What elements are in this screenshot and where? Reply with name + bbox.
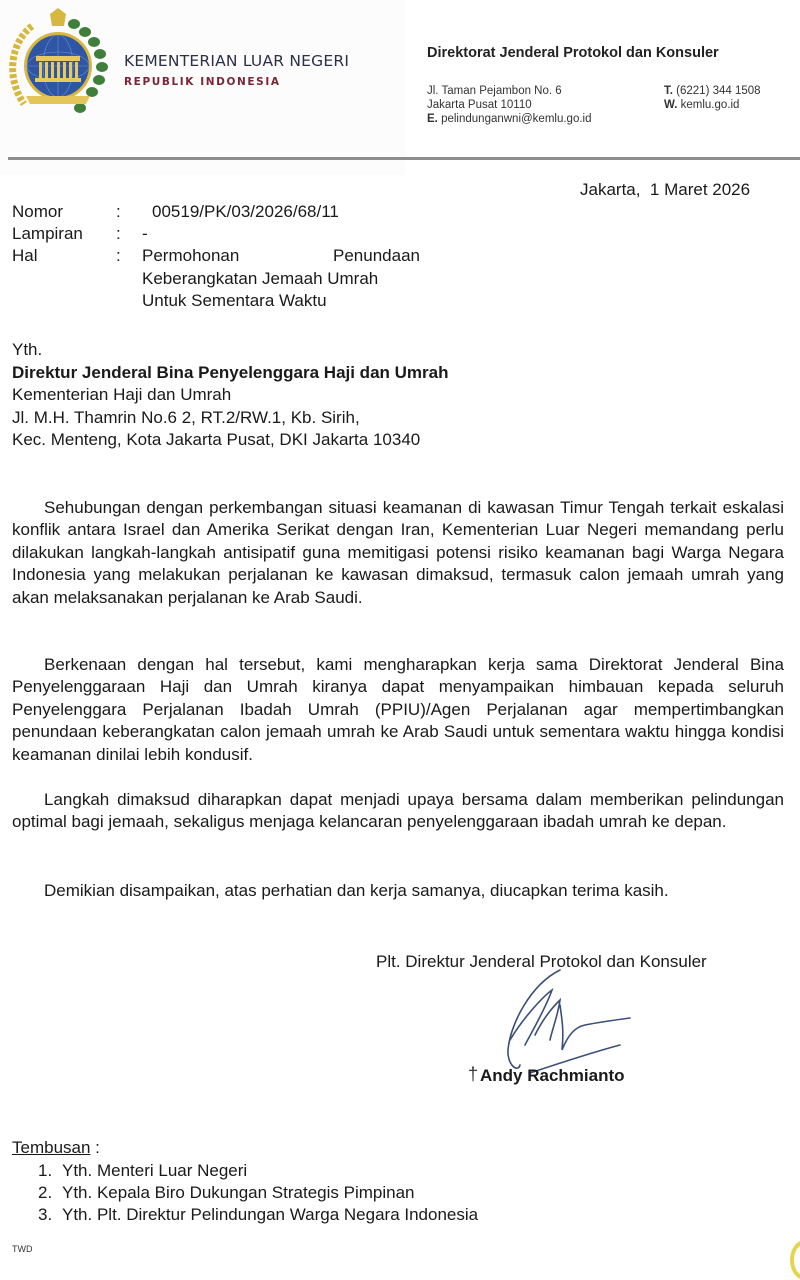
- phone-number: (6221) 344 1508: [676, 85, 761, 97]
- body-paragraph: Langkah dimaksud diharapkan dapat menjadi upaya bersama dalam memberikan pelindungan optimal bagi jemaah, sekaligus menjaga kelancaran penyelenggaraan ibadah umrah ke depan.: [12, 790, 784, 832]
- cc-item: [38, 1160, 478, 1182]
- meta-colon: :: [116, 224, 121, 243]
- typist-initials: TWD: [12, 1244, 33, 1254]
- email-label: E.: [427, 113, 438, 125]
- cc-text: Yth. Kepala Biro Dukungan Strategis Pimpinan: [62, 1183, 415, 1202]
- letter-number: 00519/PK/03/2026/68/11: [152, 202, 339, 221]
- signer-title: Plt. Direktur Jenderal Protokol dan Konsuler: [376, 952, 707, 971]
- handwritten-signature-icon: [490, 965, 640, 1075]
- closing-paragraph: Demikian disampaikan, atas perhatian dan kerja samanya, diucapkan terima kasih.: [44, 881, 669, 900]
- place-date: Jakarta, 1 Maret 2026: [580, 180, 751, 199]
- cc-list: [38, 1160, 478, 1226]
- recipient-title: Direktur Jenderal Bina Penyelenggara Haji dan Umrah: [12, 362, 449, 382]
- email-line: [427, 112, 592, 126]
- address-block: [427, 84, 592, 126]
- meta-colon: :: [116, 246, 121, 265]
- cc-number: 1.: [38, 1161, 53, 1180]
- salutation: Yth.: [12, 340, 43, 359]
- cc-text: Yth. Menteri Luar Negeri: [62, 1161, 248, 1180]
- ministry-name: KEMENTERIAN LUAR NEGERI: [124, 52, 350, 70]
- cc-item: [38, 1204, 478, 1226]
- recipient-institution: Kementerian Haji dan Umrah: [12, 385, 232, 404]
- web-line: [664, 98, 761, 112]
- recipient-block: [12, 339, 448, 452]
- meta-label: Nomor: [12, 202, 64, 221]
- subject: [142, 245, 420, 313]
- corner-stamp-edge: [790, 1240, 800, 1280]
- meta-row-hal: [12, 245, 121, 267]
- cc-text: Yth. Plt. Direktur Pelindungan Warga Negara Indonesia: [62, 1205, 479, 1224]
- subject-line: [142, 245, 420, 268]
- recipient-address: Jl. M.H. Thamrin No.6 2, RT.2/RW.1, Kb. Sirih,: [12, 407, 360, 427]
- ministry-subtitle: REPUBLIK INDONESIA: [124, 76, 281, 88]
- meta-label: Lampiran: [12, 224, 83, 243]
- contact-block: [664, 84, 761, 112]
- cc-heading: [12, 1138, 100, 1158]
- signer-name: Andy Rachmianto: [480, 1066, 625, 1085]
- meta-row-lampiran: [12, 223, 148, 245]
- cc-number: 3.: [38, 1205, 53, 1224]
- signer-mark: †: [468, 1064, 479, 1084]
- phone-label: T.: [664, 85, 673, 97]
- letterhead-divider: [8, 157, 800, 160]
- subject-line: Untuk Sementara Waktu: [142, 291, 327, 310]
- subject-word: Permohonan: [142, 246, 240, 265]
- subject-line: Keberangkatan Jemaah Umrah: [142, 268, 379, 288]
- body-paragraph: Sehubungan dengan perkembangan situasi keamanan di kawasan Timur Tengah terkait eskalasi konflik antara Israel dan Amerika Serikat dengan Iran, Kementerian Luar Negeri memandang perlu dilakukan langkah-langkah antisipatif guna memitigasi potensi risiko keamanan bagi Warga Negara Indonesia yang melakukan perjalanan ke kawasan dimaksud, termasuk calon jemaah umrah yang akan melaksanakan perjalanan ke Arab Saudi.: [12, 498, 784, 607]
- meta-colon: :: [116, 202, 121, 221]
- address-line: Jl. Taman Pejambon No. 6: [427, 85, 562, 97]
- cc-item: [38, 1182, 478, 1204]
- cc-title: Tembusan: [12, 1138, 91, 1157]
- directorate-name: Direktorat Jenderal Protokol dan Konsuler: [427, 45, 719, 61]
- email-address[interactable]: pelindunganwni@kemlu.go.id: [441, 113, 592, 125]
- web-label: W.: [664, 99, 678, 111]
- ministry-emblem-icon: [2, 8, 114, 120]
- meta-row-nomor: [12, 201, 339, 223]
- address-line: Jakarta Pusat 10110: [427, 99, 532, 111]
- subject-word: Penundaan: [333, 246, 420, 265]
- cc-colon: :: [90, 1138, 100, 1157]
- cc-number: 2.: [38, 1183, 53, 1202]
- phone-line: [664, 84, 761, 98]
- attachment-value: -: [142, 224, 148, 243]
- body-paragraph: Berkenaan dengan hal tersebut, kami mengharapkan kerja sama Direktorat Jenderal Bina Penyelenggaraan Haji dan Umrah kiranya dapat menyampaikan himbauan kepada seluruh Penyelenggara Perjalanan Ibadah Umrah (PPIU)/Agen Perjalanan agar mempertimbangkan penundaan keberangkatan calon jemaah umrah ke Arab Saudi untuk sementara waktu hingga kondisi keamanan dinilai lebih kondusif.: [12, 655, 784, 764]
- meta-label: Hal: [12, 246, 38, 265]
- website-link[interactable]: kemlu.go.id: [680, 99, 740, 111]
- recipient-address: Kec. Menteng, Kota Jakarta Pusat, DKI Jakarta 10340: [12, 430, 421, 449]
